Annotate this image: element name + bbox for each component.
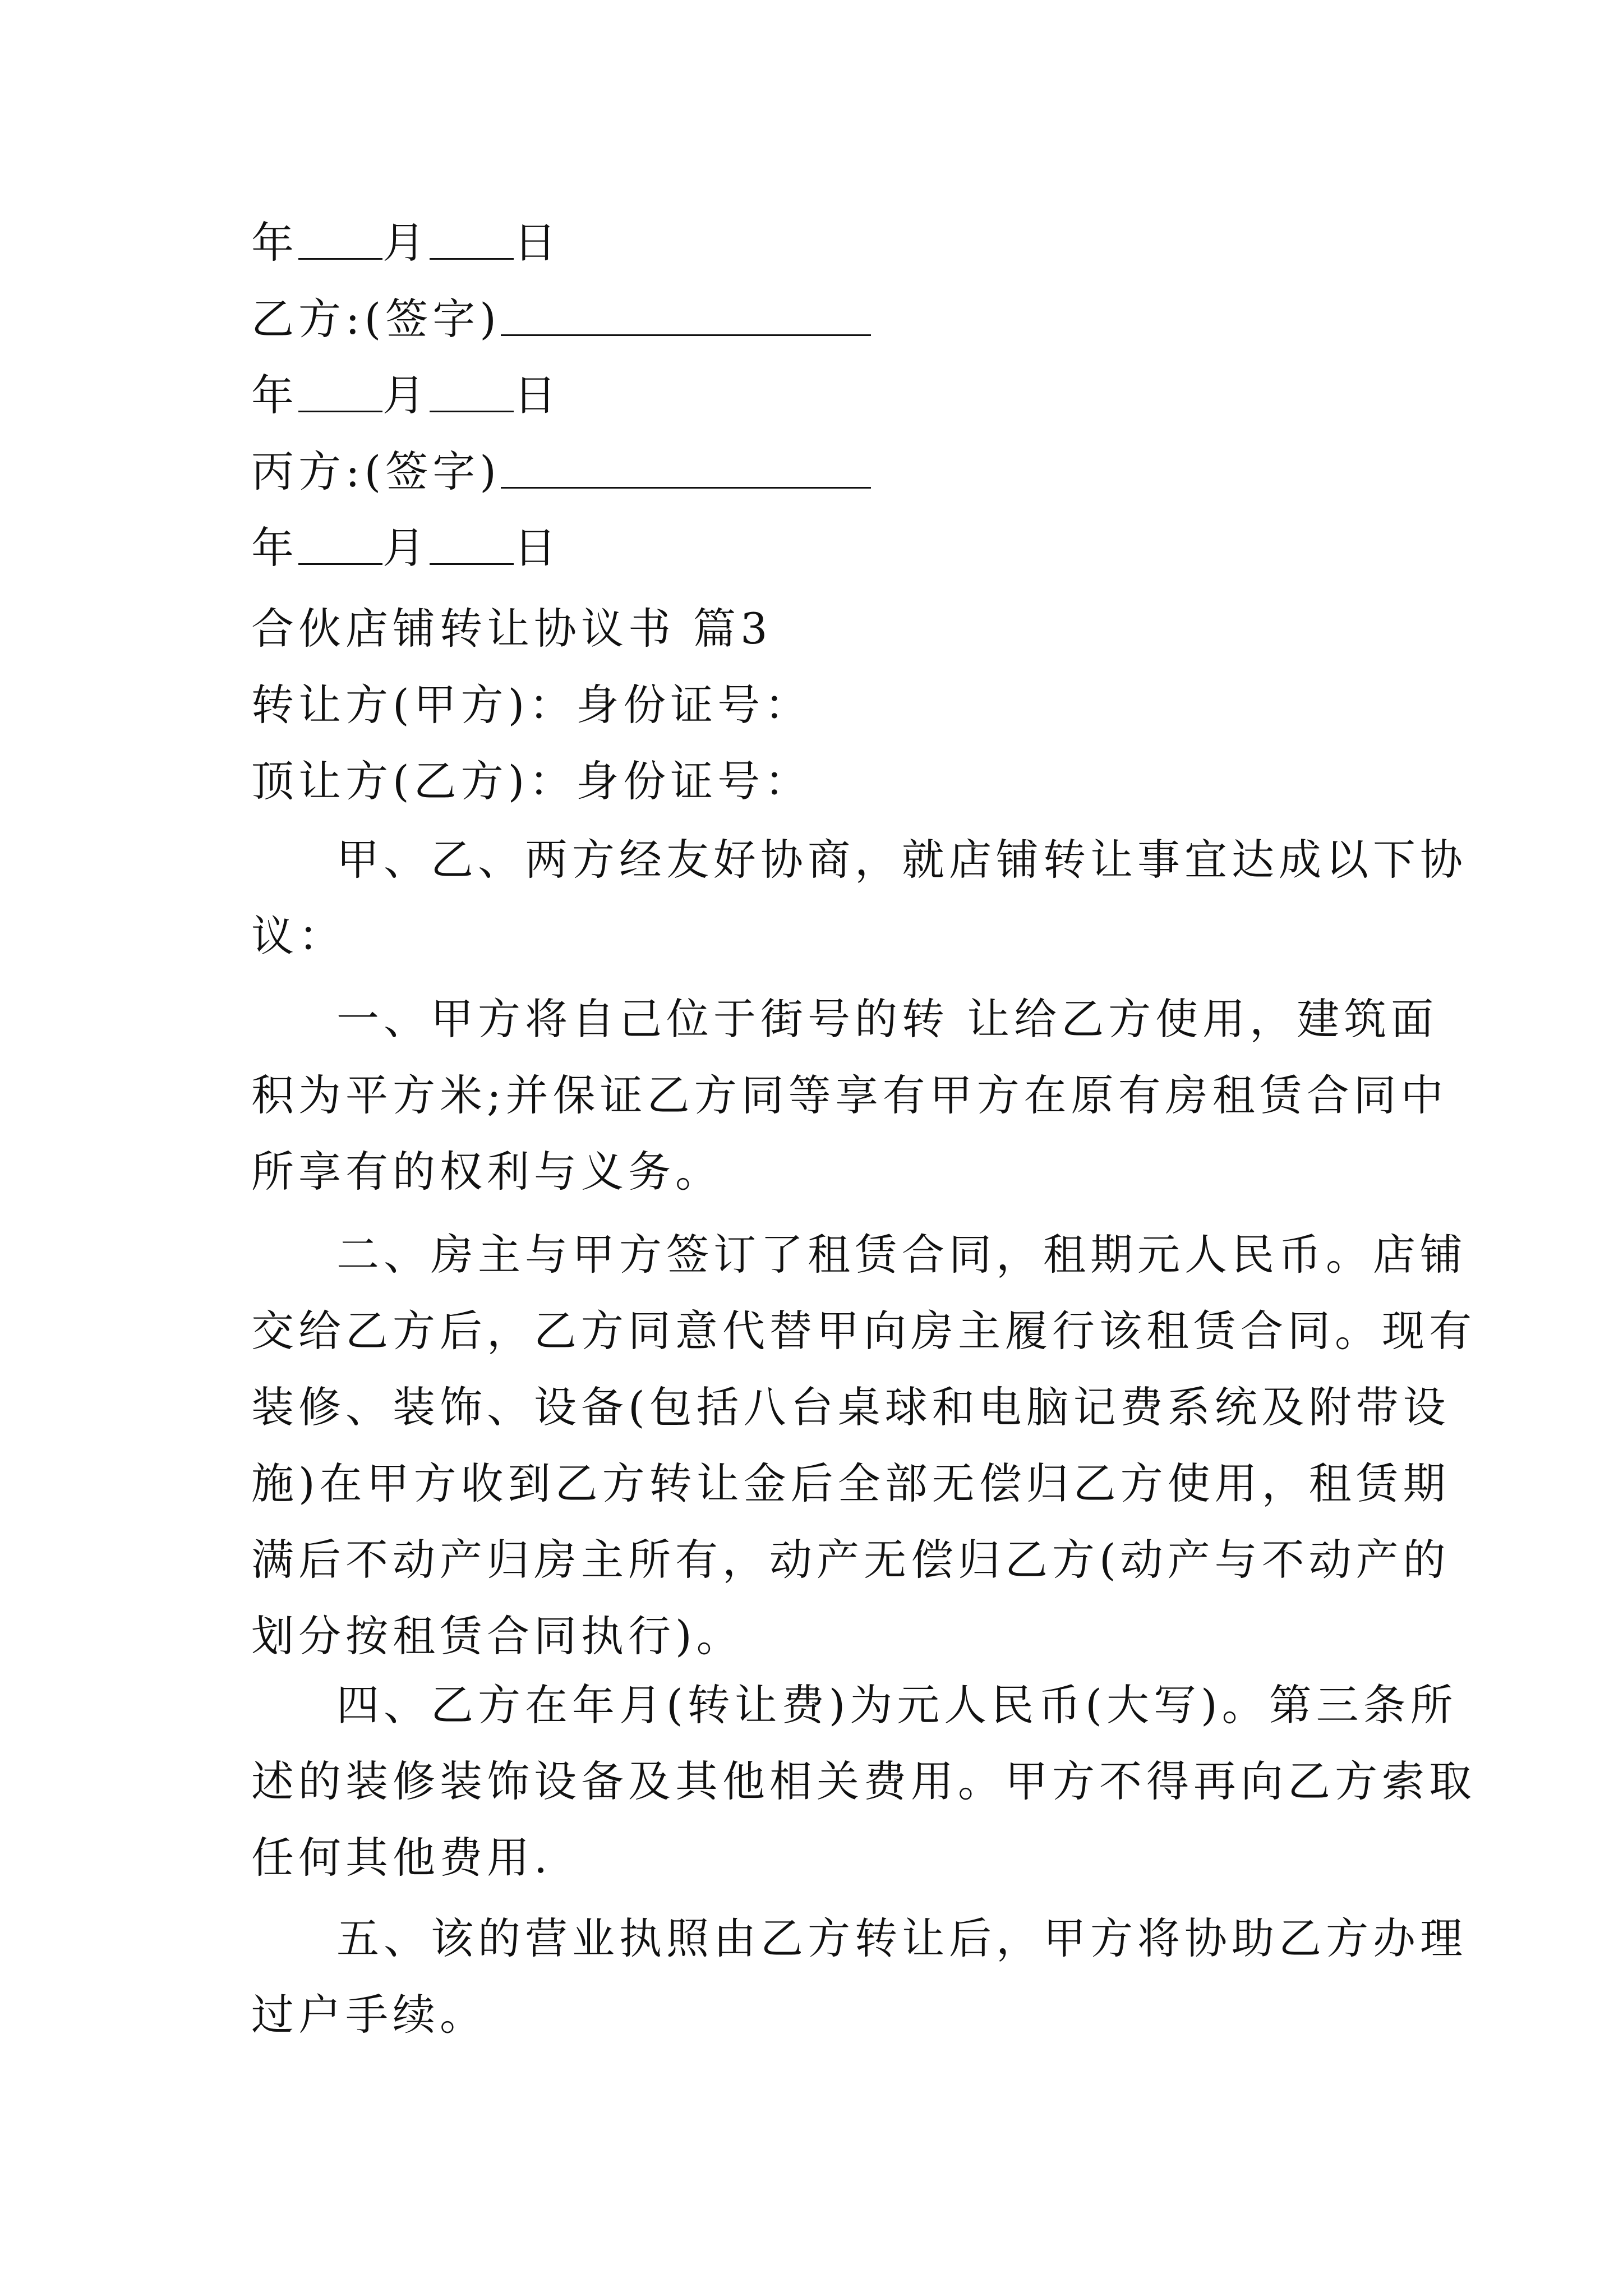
clause-4-line-3: 任何其他费用. (251, 1833, 552, 1883)
year-label: 年 (251, 218, 298, 268)
day-blank (430, 377, 514, 412)
clause-4-line-2: 述的装修装饰设备及其他相关费用。甲方不得再向乙方索取 (251, 1756, 1476, 1806)
party-c-signature-blank (501, 453, 871, 489)
clause-1 (251, 981, 1448, 1210)
party-b-label: 乙方:(签字) (251, 294, 501, 344)
clause-1-line-1: 一、甲方将自己位于街号的转 让给乙方使用，建筑面 (336, 994, 1438, 1044)
party-b-signature-line (251, 281, 1373, 357)
month-blank (298, 224, 382, 260)
clause-2-line-5: 满后不动产归房主所有，动产无偿归乙方(动产与不动产的 (251, 1535, 1450, 1585)
date-line-3 (251, 510, 1373, 586)
signature-block (251, 205, 1373, 586)
intro-line-1: 甲、乙、两方经友好协商，就店铺转让事宜达成以下协 (336, 835, 1467, 885)
month-label: 月 (382, 218, 430, 268)
month-blank (298, 530, 382, 565)
date-line-2 (251, 357, 1373, 434)
day-blank (430, 530, 514, 565)
clause-4-line-1: 四、乙方在年月(转让费)为元人民币(大写)。第三条所 (336, 1680, 1458, 1730)
month-label: 月 (382, 523, 430, 573)
day-label: 日 (514, 218, 561, 268)
clause-2-line-1: 二、房主与甲方签订了租赁合同，租期元人民币。店铺 (336, 1230, 1467, 1280)
transferee-line: 顶让方(乙方)：身份证号： (251, 756, 812, 806)
year-label: 年 (251, 370, 298, 420)
clause-2-line-2: 交给乙方后，乙方同意代替甲向房主履行该租赁合同。现有 (251, 1306, 1476, 1356)
party-b-signature-blank (501, 301, 871, 336)
party-c-label: 丙方:(签字) (251, 447, 501, 496)
section-title: 合伙店铺转让协议书 篇3 (251, 604, 772, 654)
body-block (251, 822, 1467, 974)
clause-1-line-2: 积为平方米;并保证乙方同等享有甲方在原有房租赁合同中 (251, 1070, 1448, 1120)
section-header-block (251, 591, 1373, 820)
year-label: 年 (251, 523, 298, 573)
clause-1-line-3: 所享有的权利与义务。 (251, 1147, 722, 1197)
intro-line-2: 议： (251, 911, 345, 961)
clause-5-line-2: 过户手续。 (251, 1990, 487, 2040)
day-label: 日 (514, 523, 561, 573)
clause-5 (251, 1901, 1467, 2053)
month-blank (298, 377, 382, 412)
clause-2 (251, 1217, 1476, 1674)
clause-2-line-3: 装修、装饰、设备(包括八台桌球和电脑记费系统及附带设 (251, 1382, 1450, 1432)
transferor-line: 转让方(甲方)：身份证号： (251, 680, 812, 730)
date-line-1 (251, 205, 1373, 281)
day-blank (430, 224, 514, 260)
party-c-signature-line (251, 434, 1373, 510)
day-label: 日 (514, 370, 561, 420)
month-label: 月 (382, 370, 430, 420)
clause-4 (251, 1667, 1476, 1896)
clause-5-line-1: 五、该的营业执照由乙方转让后，甲方将协助乙方办理 (336, 1913, 1467, 1963)
clause-2-line-6: 划分按租赁合同执行)。 (251, 1611, 744, 1661)
clause-2-line-4: 施)在甲方收到乙方转让金后全部无偿归乙方使用，租赁期 (251, 1458, 1450, 1508)
